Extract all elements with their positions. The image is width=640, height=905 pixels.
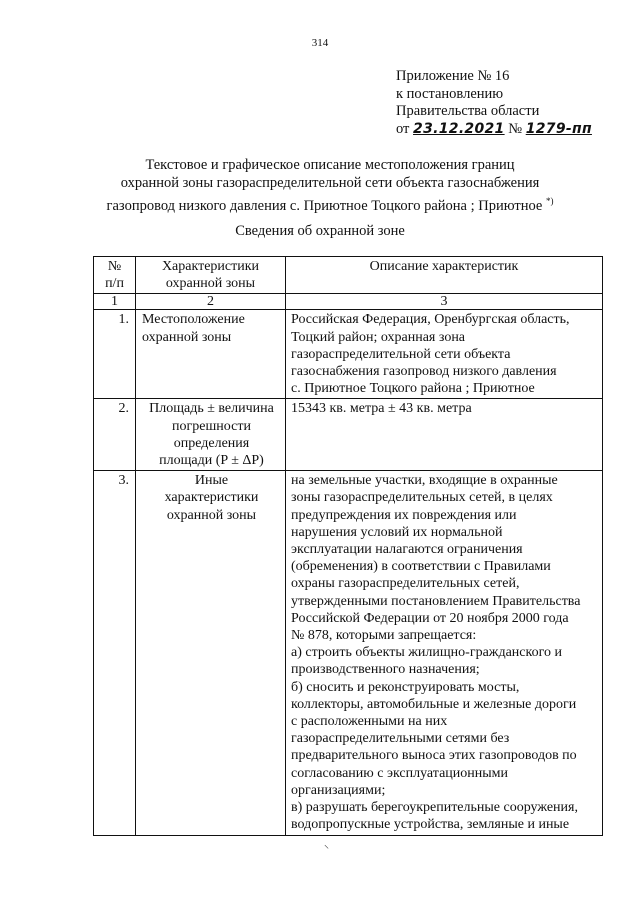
appendix-line-2: к постановлению [396, 85, 504, 102]
row-index: 2. [94, 399, 136, 471]
title-line-3 [90, 192, 570, 215]
row-index: 1. [94, 310, 136, 399]
row-description: 15343 кв. метра ± 43 кв. метра [286, 399, 603, 471]
footnote-mark: *) [545, 196, 554, 206]
scan-artifact-mark: ⸌ [324, 844, 329, 855]
table-header-row [94, 257, 603, 294]
protection-zone-table [93, 256, 603, 836]
column-number: 2 [136, 294, 286, 310]
number-prefix: № [508, 120, 523, 137]
header-number: № п/п [94, 257, 136, 294]
row-description: Российская Федерация, Оренбургская область, Тоцкий район; охранная зона газораспределительной сети объекта газоснабжения газопровод низкого давления с. Приютное Тоцкого района ; Приютное [286, 310, 603, 399]
appendix-block [396, 68, 592, 138]
handwritten-date: 23.12.2021 [413, 120, 505, 137]
column-number: 3 [286, 294, 603, 310]
row-characteristic: Иные характеристики охранной зоны [136, 471, 286, 835]
section-title: Сведения об охранной зоне [235, 223, 405, 239]
handwritten-number: 1279-пп [525, 120, 592, 137]
page-number: 314 [311, 37, 329, 49]
column-number-row [94, 294, 603, 310]
title-line-3-text: газопровод низкого давления с. Приютное Тоцкого района ; Приютное [106, 198, 543, 214]
header-characteristic: Характеристики охранной зоны [136, 257, 286, 294]
document-title [90, 156, 570, 215]
column-number: 1 [94, 294, 136, 310]
header-description: Описание характеристик [286, 257, 603, 294]
row-characteristic: Площадь ± величина погрешности определения площади (P ± ΔP) [136, 399, 286, 471]
appendix-date-line [396, 121, 592, 139]
row-index: 3. [94, 471, 136, 835]
title-line-2: охранной зоны газораспределительной сети объекта газоснабжения [120, 175, 540, 191]
table-row [94, 399, 603, 471]
date-prefix: от [396, 120, 410, 137]
appendix-line-1: Приложение № 16 [396, 68, 510, 84]
table-row [94, 471, 603, 835]
appendix-line-3: Правительства области [396, 103, 540, 119]
row-characteristic: Местоположение охранной зоны [136, 310, 286, 399]
row-description: на земельные участки, входящие в охранные зоны газораспределительных сетей, в целях предупреждения их повреждения или нарушения условий их нормальной эксплуатации налагаются ограничения (обременения) в соответствии с Правилами охраны газораспределительных сетей, утвержденными постановлением Правительства Российской Федерации от 20 ноября 2000 года № 878, которыми запрещается: а) строить объекты жилищно-гражданского и производственного назначения; б) сносить и реконструировать мосты, коллекторы, автомобильные и железные дороги с расположенными на них газораспределительными сетями без предварительного выноса этих газопроводов по согласованию с эксплуатационными организациями; в) разрушать берегоукрепительные сооружения, водопропускные устройства, земляные и иные [286, 471, 603, 835]
table-row [94, 310, 603, 399]
title-line-1: Текстовое и графическое описание местоположения границ [145, 157, 515, 173]
